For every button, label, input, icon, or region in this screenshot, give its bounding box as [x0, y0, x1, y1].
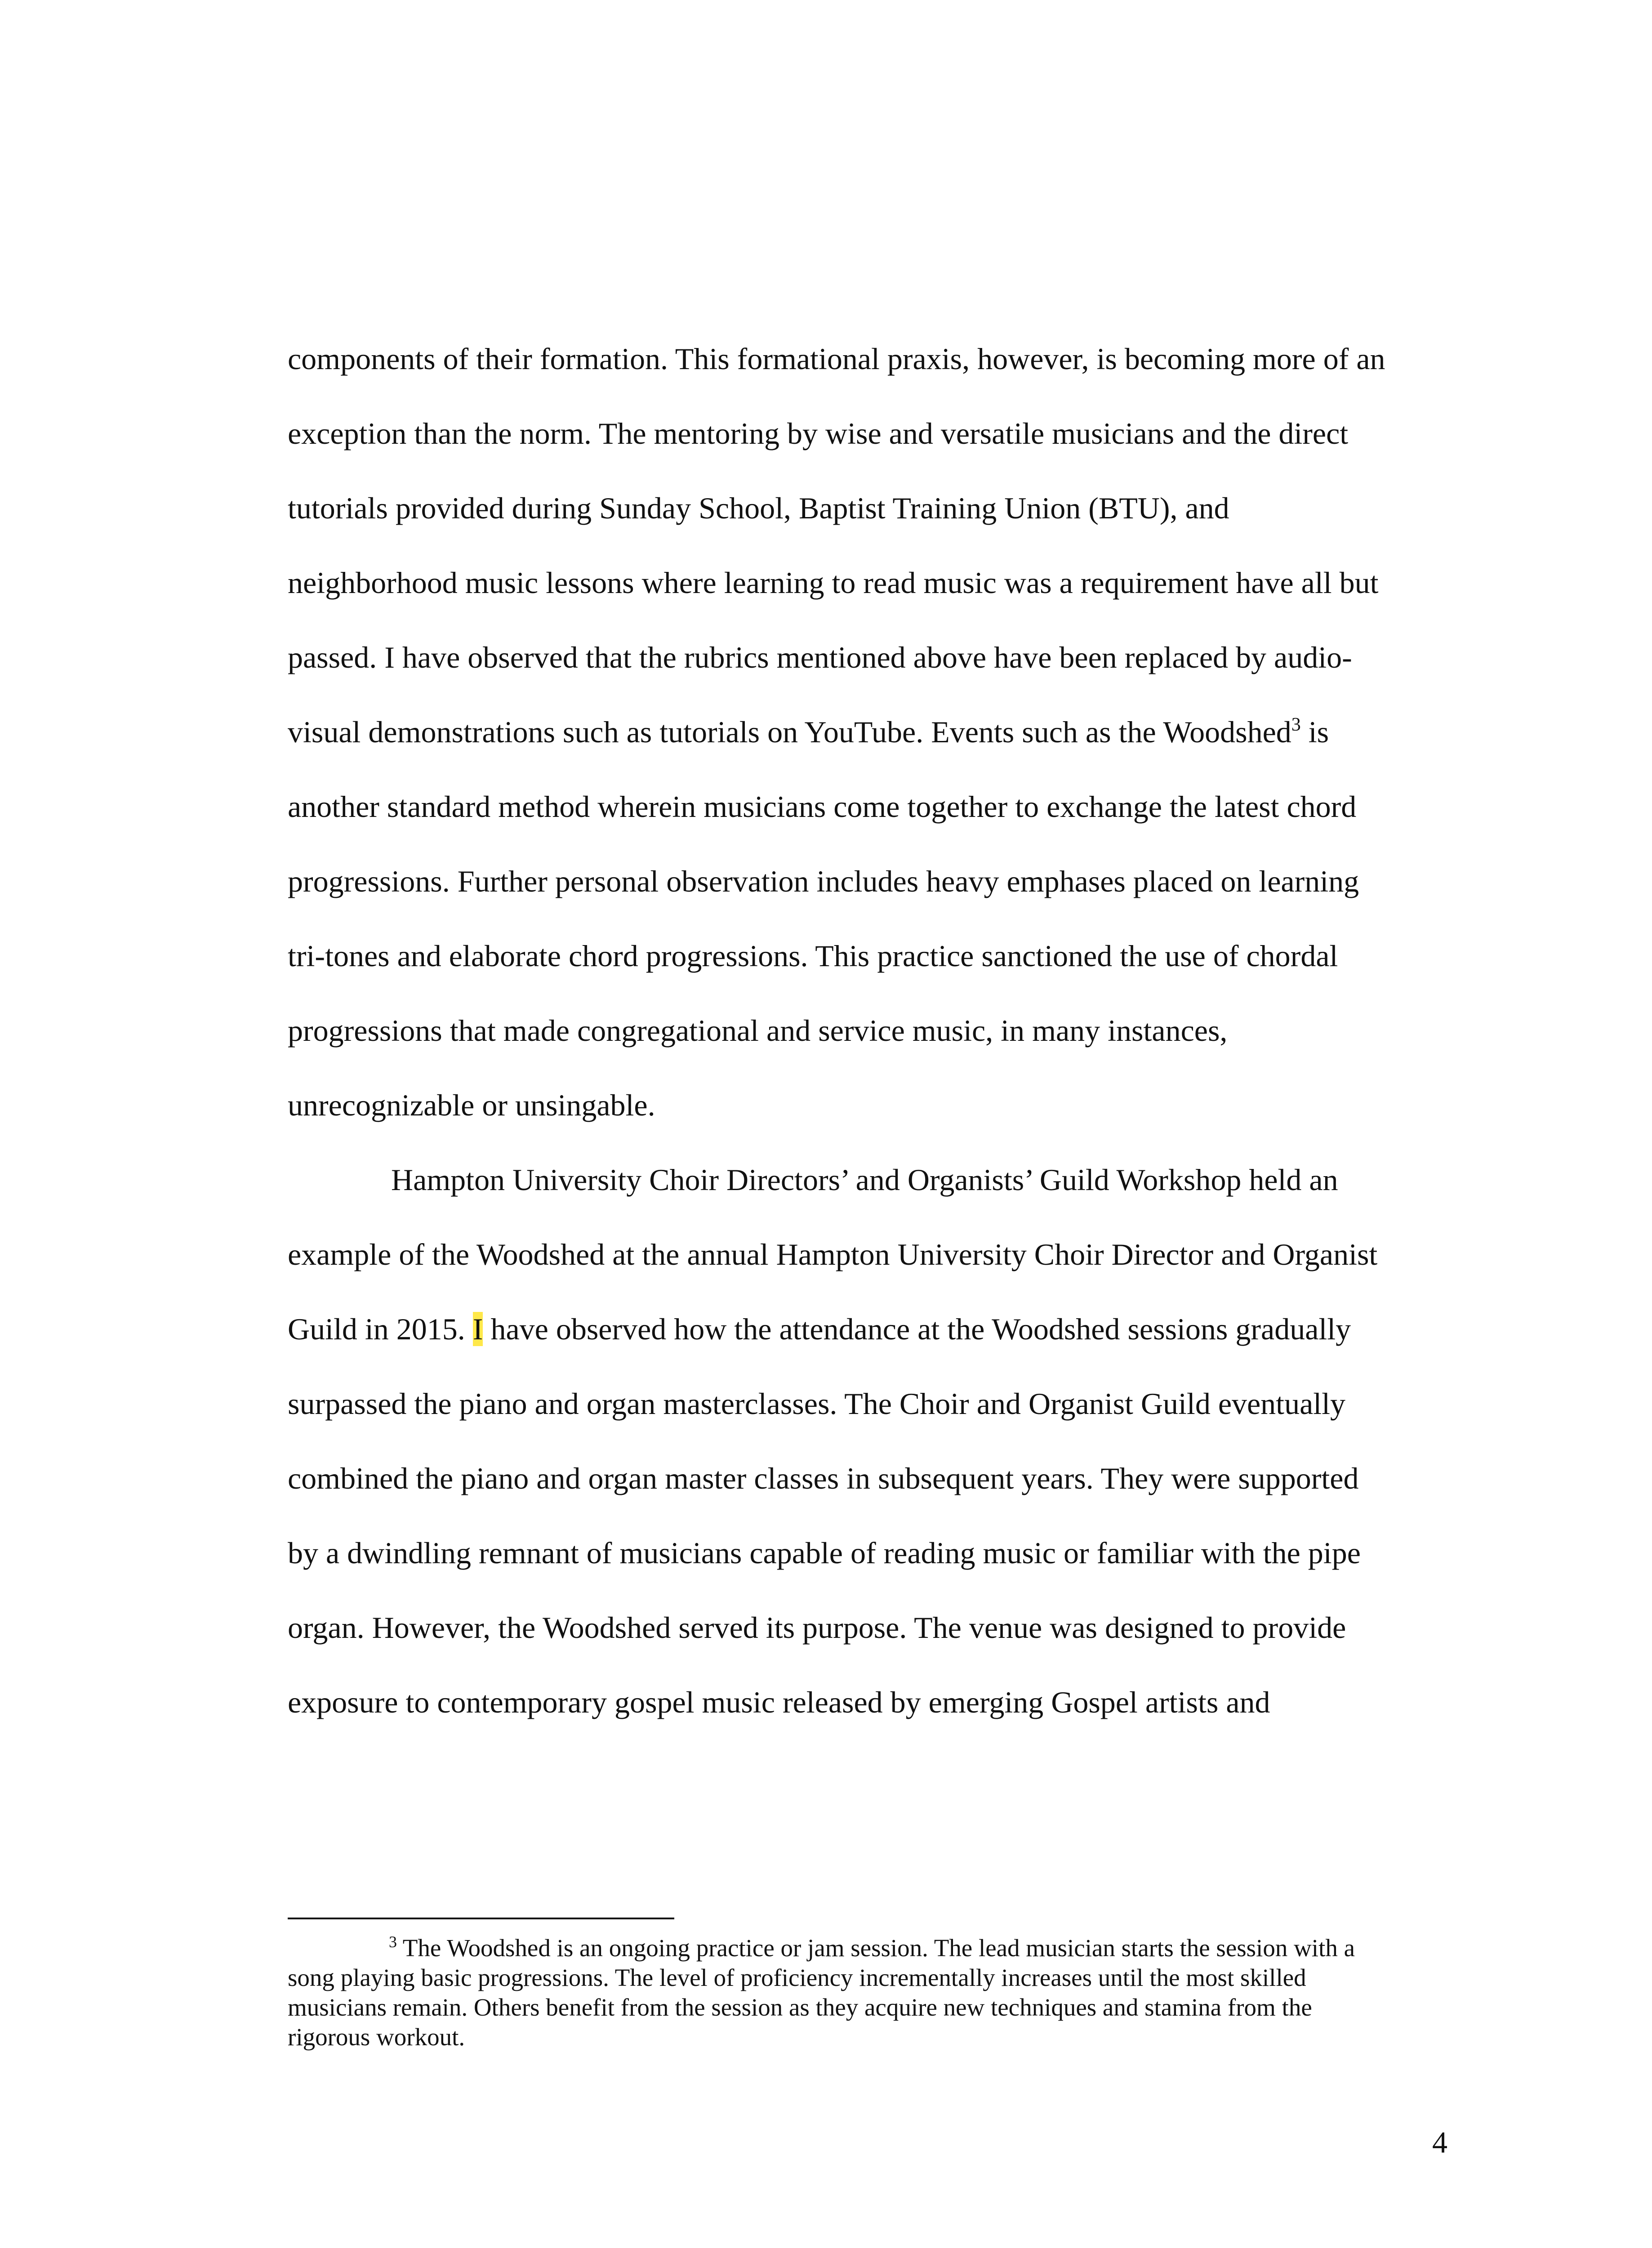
body-line-with-highlight: [288, 1292, 1447, 1366]
highlighted-text: I: [472, 1312, 483, 1346]
body-line: unrecognizable or unsingable.: [288, 1088, 655, 1122]
body-line: components of their formation. This formational praxis, however, is becoming more of an: [288, 342, 1385, 376]
footnote-separator: [288, 1918, 674, 1919]
body-line-with-footnote-ref: [288, 695, 1447, 769]
body-line: by a dwindling remnant of musicians capable of reading music or familiar with the pipe: [288, 1536, 1361, 1570]
body-line: example of the Woodshed at the annual Hampton University Choir Director and Organist: [288, 1237, 1378, 1271]
page-number: 4: [1432, 2125, 1447, 2159]
body-line: tri-tones and elaborate chord progressions. This practice sanctioned the use of chordal: [288, 939, 1338, 973]
body-line: combined the piano and organ master classes in subsequent years. They were supported: [288, 1461, 1359, 1495]
body-line-text: Guild in 2015.: [288, 1312, 473, 1346]
footnote-text: The Woodshed is an ongoing practice or jam session. The lead musician starts the session with a: [397, 1934, 1355, 1962]
body-line: passed. I have observed that the rubrics mentioned above have been replaced by audio-: [288, 640, 1352, 674]
footnote-reference[interactable]: 3: [1291, 714, 1301, 735]
body-line: progressions that made congregational and service music, in many instances,: [288, 1013, 1228, 1048]
body-line: tutorials provided during Sunday School, Baptist Training Union (BTU), and: [288, 491, 1229, 525]
paragraph-first-line: Hampton University Choir Directors’ and Organists’ Guild Workshop held an: [391, 1163, 1338, 1197]
footnote-line: [288, 1933, 1447, 1963]
body-line: neighborhood music lessons where learning to read music was a requirement have all but: [288, 566, 1379, 600]
footnote-mark: 3: [389, 1933, 397, 1951]
footnote-line: musicians remain. Others benefit from the session as they acquire new techniques and stamina from the: [288, 1994, 1312, 2021]
body-line: progressions. Further personal observation includes heavy emphases placed on learning: [288, 864, 1359, 898]
body-line-text: visual demonstrations such as tutorials on YouTube. Events such as the Woodshed: [288, 715, 1291, 749]
body-line-text: is: [1300, 715, 1329, 749]
body-line: another standard method wherein musicians come together to exchange the latest chord: [288, 789, 1357, 824]
body-line-text: have observed how the attendance at the Woodshed sessions gradually: [483, 1312, 1351, 1346]
footnote: [288, 1933, 1447, 2052]
body-line: exception than the norm. The mentoring by wise and versatile musicians and the direct: [288, 416, 1349, 450]
body-line: surpassed the piano and organ masterclasses. The Choir and Organist Guild eventually: [288, 1387, 1346, 1421]
body-line: exposure to contemporary gospel music released by emerging Gospel artists and: [288, 1685, 1270, 1719]
body-line: organ. However, the Woodshed served its purpose. The venue was designed to provide: [288, 1610, 1346, 1645]
footnote-line: song playing basic progressions. The level of proficiency incrementally increases until the most skilled: [288, 1964, 1306, 1991]
footnote-line: rigorous workout.: [288, 2023, 465, 2051]
body-text: [288, 321, 1447, 1740]
